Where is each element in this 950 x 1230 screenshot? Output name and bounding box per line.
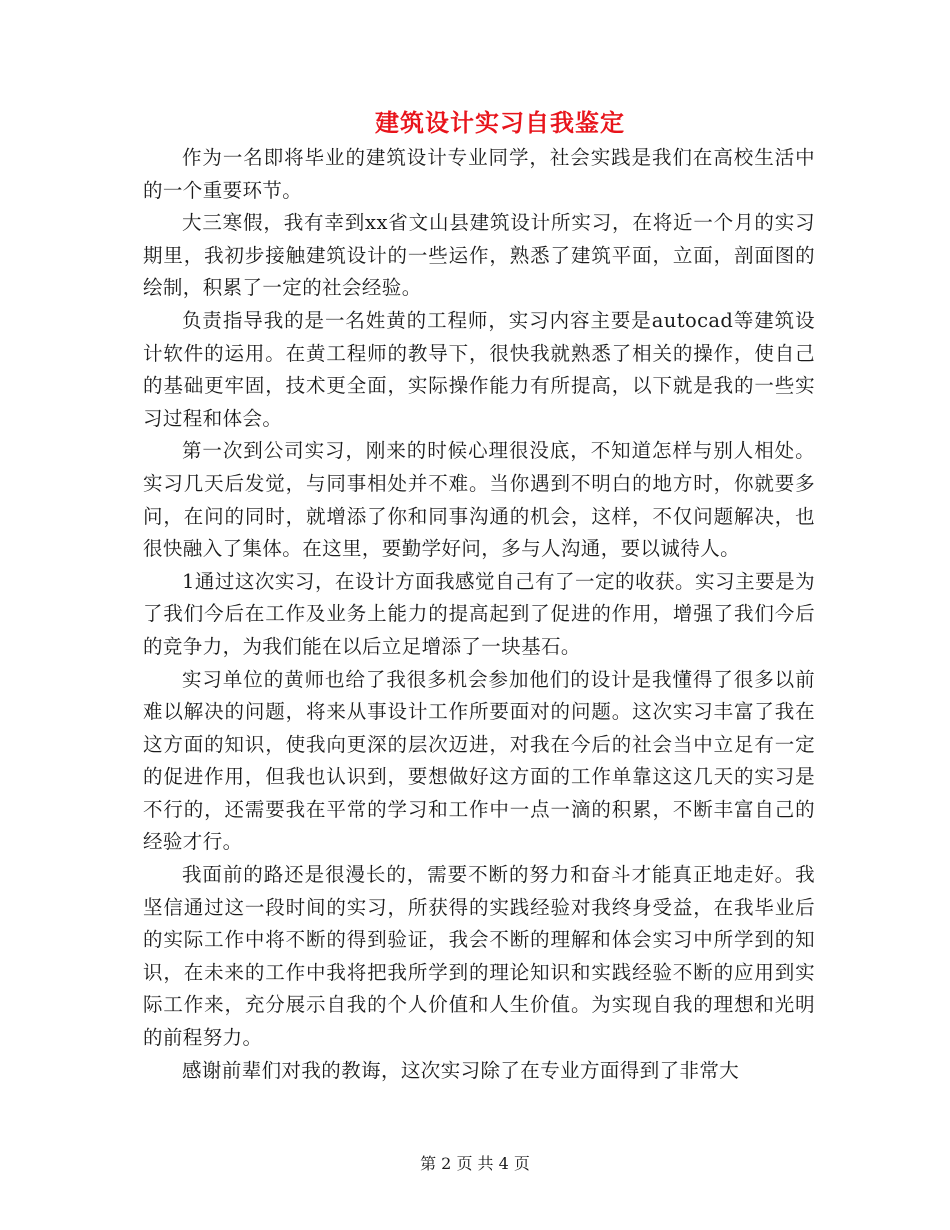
paragraph: 负责指导我的是一名姓黄的工程师，实习内容主要是autocad等建筑设计软件的运用。在黄工程师的教导下，很快我就熟悉了相关的操作，使自己的基础更牢固，技术更全面，实际操作能力有所提高，以下就是我的一些实习过程和体会。 [143, 308, 815, 430]
paragraph: 大三寒假，我有幸到xx省文山县建筑设计所实习，在将近一个月的实习期里，我初步接触建筑设计的一些运作，熟悉了建筑平面，立面，剖面图的绘制，积累了一定的社会经验。 [143, 211, 815, 300]
paragraph: 作为一名即将毕业的建筑设计专业同学，社会实践是我们在高校生活中的一个重要环节。 [143, 146, 815, 202]
paragraph: 我面前的路还是很漫长的，需要不断的努力和奋斗才能真正地走好。我坚信通过这一段时间的实习，所获得的实践经验对我终身受益，在我毕业后的实际工作中将不断的得到验证，我会不断的理解和体会实习中所学到的知识，在未来的工作中我将把我所学到的理论知识和实践经验不断的应用到实际工作来，充分展示自我的个人价值和人生价值。为实现自我的理想和光明的前程努力。 [143, 863, 815, 1050]
document-title: 建筑设计实习自我鉴定 [375, 108, 625, 137]
paragraph: 1通过这次实习，在设计方面我感觉自己有了一定的收获。实习主要是为了我们今后在工作及业务上能力的提高起到了促进的作用，增强了我们今后的竞争力，为我们能在以后立足增添了一块基石。 [143, 569, 815, 658]
paragraph: 感谢前辈们对我的教诲，这次实习除了在专业方面得到了非常大 [182, 1058, 740, 1082]
page-footer: 第 2 页 共 4 页 [420, 1154, 530, 1173]
document-body [143, 142, 815, 1087]
paragraph: 第一次到公司实习，刚来的时候心理很没底，不知道怎样与别人相处。实习几天后发觉，与同事相处并不难。当你遇到不明白的地方时，你就要多问，在问的同时，就增添了你和同事沟通的机会，这样，不仅问题解决，也很快融入了集体。在这里，要勤学好问，多与人沟通，要以诚待人。 [143, 439, 815, 561]
paragraph: 实习单位的黄师也给了我很多机会参加他们的设计是我懂得了很多以前难以解决的问题，将来从事设计工作所要面对的问题。这次实习丰富了我在这方面的知识，使我向更深的层次迈进，对我在今后的社会当中立足有一定的促进作用，但我也认识到，要想做好这方面的工作单靠这这几天的实习是不行的，还需要我在平常的学习和工作中一点一滴的积累，不断丰富自己的经验才行。 [143, 667, 815, 854]
